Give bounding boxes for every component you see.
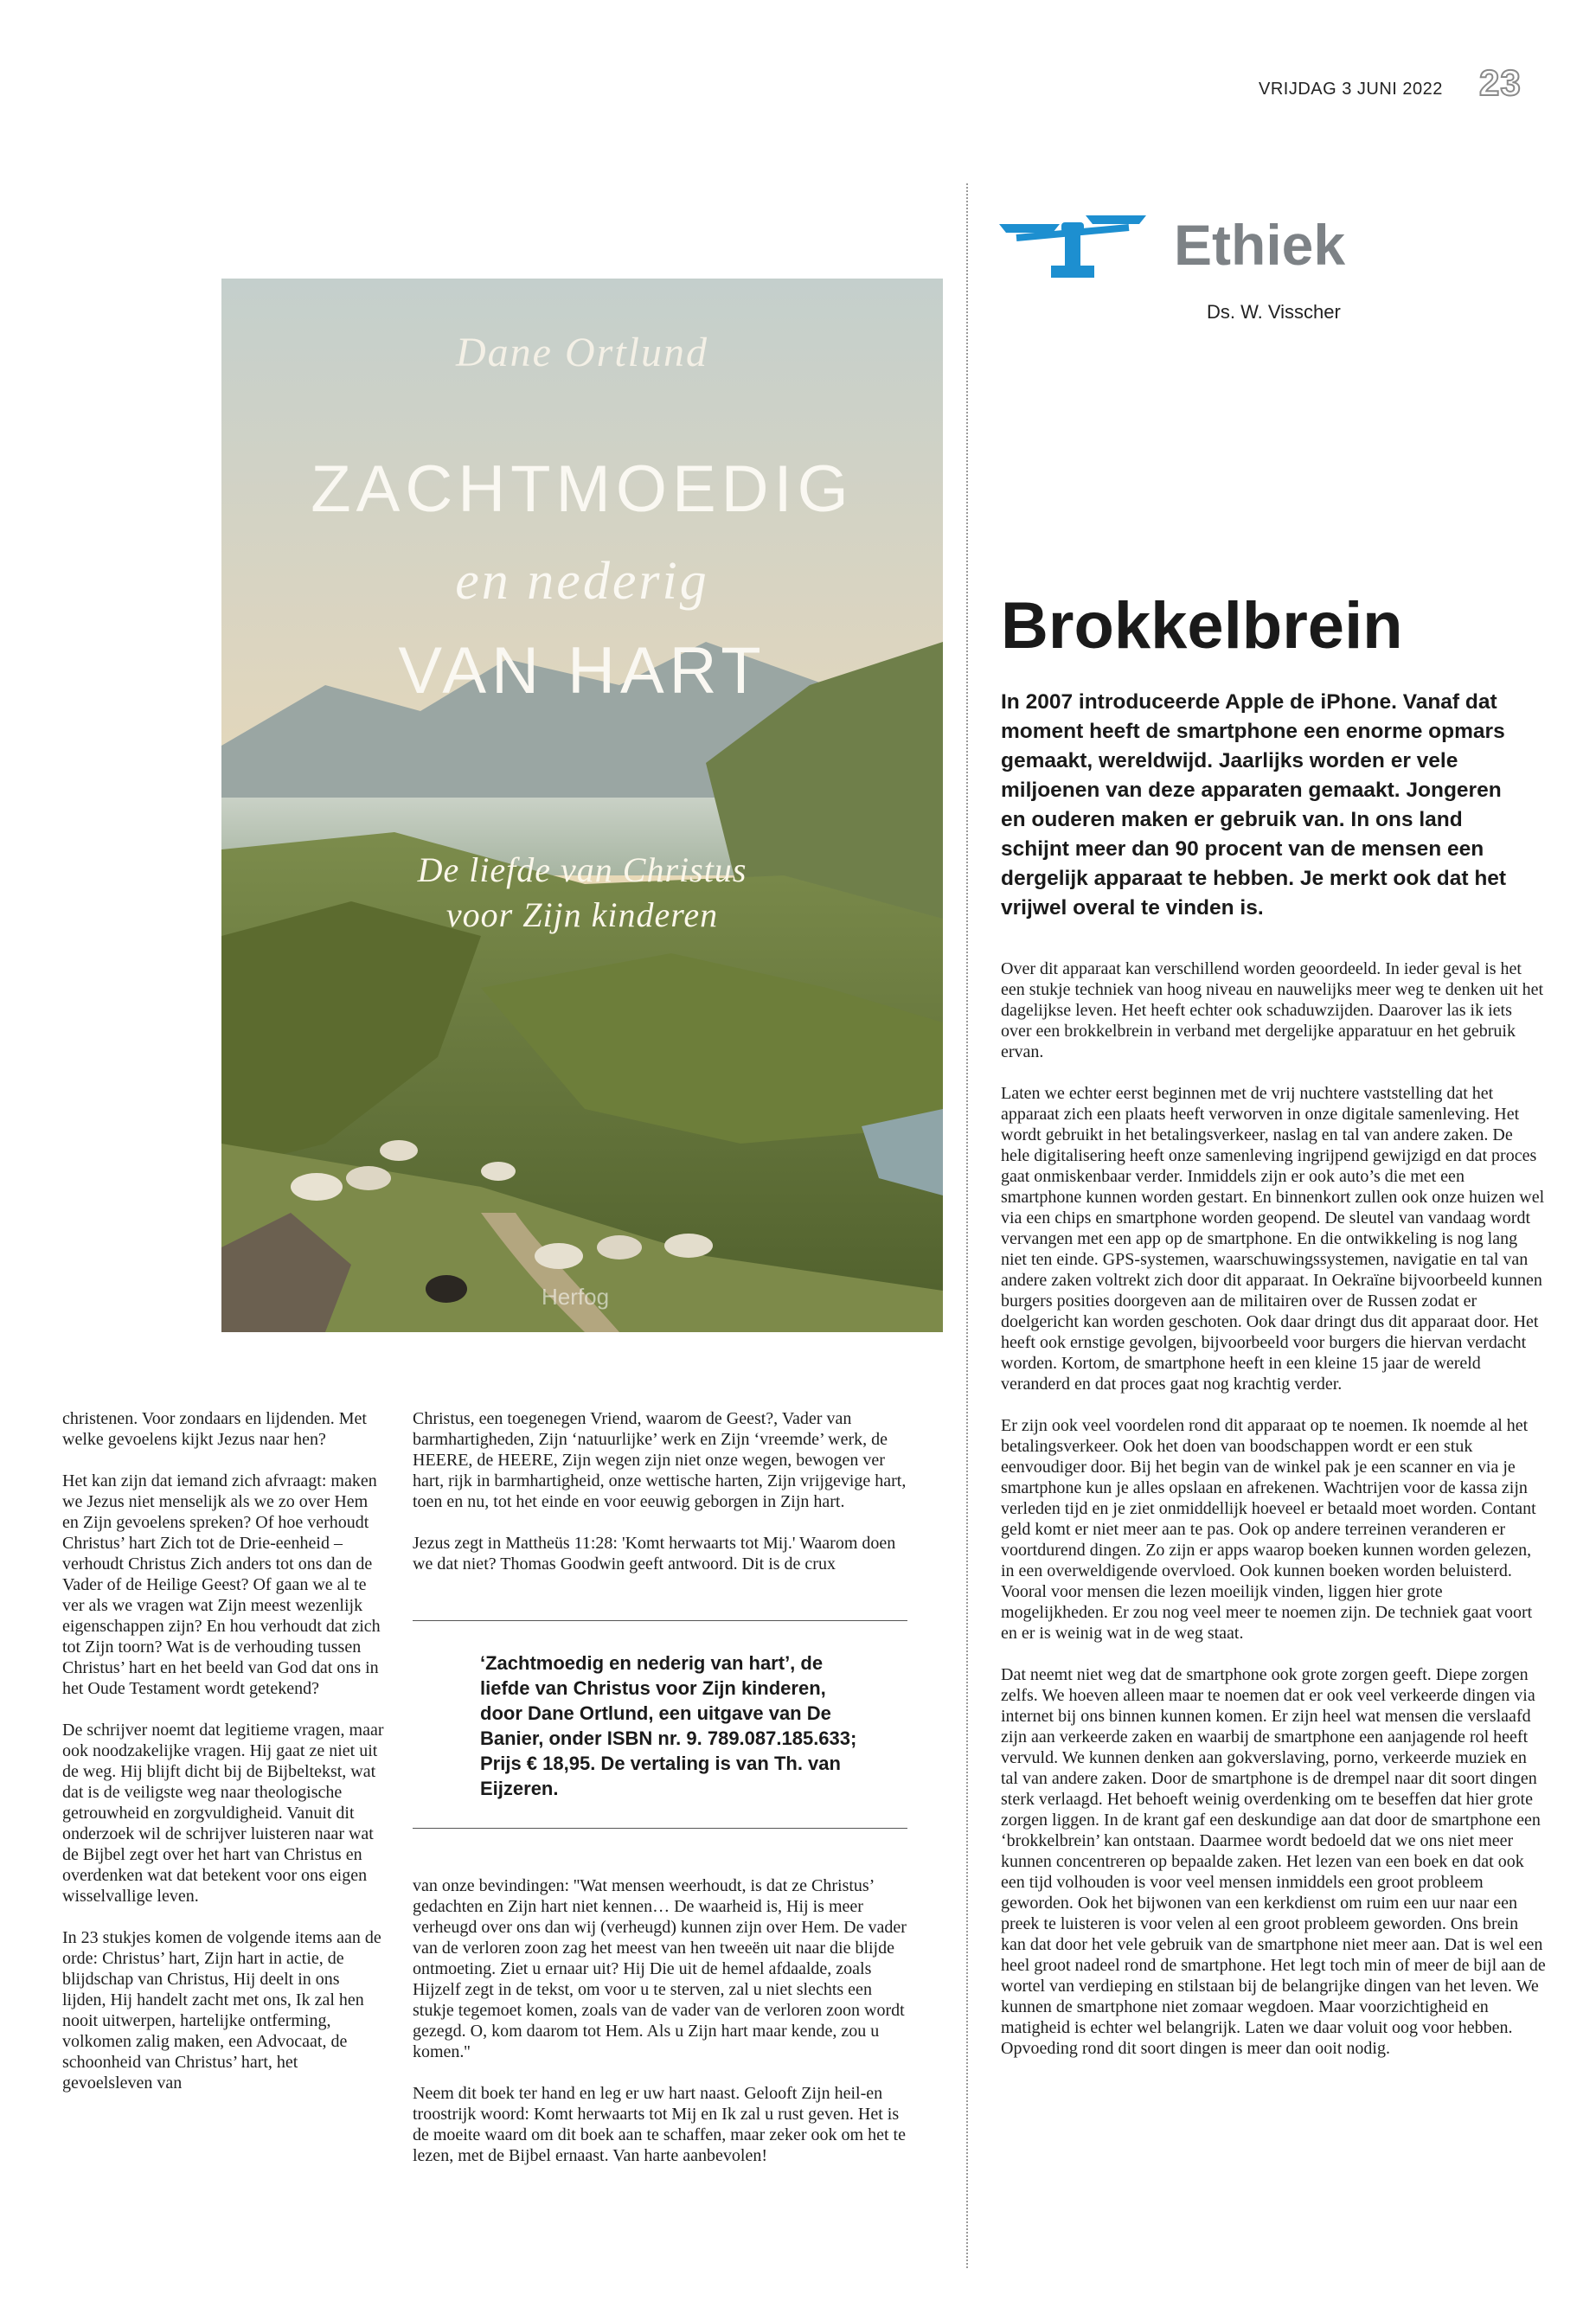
cover-subtitle-line-2: voor Zijn kinderen (445, 895, 719, 934)
article-lead: In 2007 introduceerde Apple de iPhone. Vanaf dat moment heeft de smartphone een enorme opmars gemaakt, wereldwijd. Jaarlijks worden er vele miljoenen van deze apparaten gemaakt. Jongeren en ouderen maken er gebruik van. In ons land schijnt meer dan 90 procent van de mensen een dergelijk apparaat te hebben. Je merkt ook dat het vrijwel overal te vinden is. (1001, 690, 1507, 920)
paragraph: Er zijn ook veel voordelen rond dit apparaat op te noemen. Ik noemde al het betalingsverkeer. Ook het doen van boodschappen wordt er een stuk eenvoudiger door. Bij het begin van de winkel pak je een scanner en via je smartphone kun je alles opslaan en afrekenen. Wachtrijen voor de kassa zijn verleden tijd en je ziet onmiddellijk hoeveel er betaald moet worden. Contant geld komt er niet meer aan te pas. Ook op andere terreinen veranderen er voortdurend dingen. Zo zijn er apps waarop boeken kunnen worden gelezen, in een overweldigende overvloed. Ook kunnen boeken worden beluisterd. Vooral voor mensen die lezen moeilijk vinden, liggen hier grote mogelijkheden. Er zou nog veel meer te noemen zijn. De techniek gaat voort en er is weinig wat in de weg staat. (1001, 1416, 1536, 1643)
paragraph: Het kan zijn dat iemand zich afvraagt: maken we Jezus niet menselijk als we zo over Hem en Zijn gevoelens spreken? Of hoe verhoudt Christus’ hart Zich tot de Drie-eenheid – verhoudt Christus Zich anders tot ons dan de Vader of de Heilige Geest? Of gaan we al te ver als we vragen wat Zijn meest wezenlijk eigenschappen zijn? En hou verhoudt dat zich tot Zijn toorn? Wat is de verhouding tussen Christus’ hart en het beeld van God dat ons in het Oude Testament wordt getekend? (62, 1471, 381, 1698)
paragraph: Jezus zegt in Mattheüs 11:28: 'Komt herwaarts tot Mij.' Waarom doen we dat niet? Thomas Goodwin geeft antwoord. Dit is de crux (413, 1534, 896, 1574)
cover-title-line-3: VAN HART (398, 634, 766, 708)
paragraph: Dat neemt niet weg dat de smartphone ook grote zorgen geeft. Diepe zorgen zelfs. We hoeven alleen maar te noemen dat er ook veel verkeerde dingen via internet bij ons binnen kunnen komen. Er zijn heel wat mensen die verslaafd zijn aan verkeerde zaken en waarbij de smartphone een aanjagende rol heeft vervuld. We kunnen denken aan gokverslaving, porno, verkeerde muziek en tal van andere zaken. Door de smartphone is de drempel naar dit soort dingen sterk verlaagd. Het behoeft weinig overdenking om te beseffen dat hier grote zorgen liggen. In de krant gaf een deskundige aan dat door de smartphone een ‘brokkelbrein’ kan ontstaan. Daarmee wordt bedoeld dat we ons niet meer kunnen concentreren op bepaalde zaken. Het lezen van een boek en dat ook een tijd volhouden is voor veel mensen inmiddels een groot probleem geworden. Ook het bijwonen van een kerkdienst om ruim een uur naar een preek te luisteren is voor velen al een groot probleem geworden. Ons brein kan dat door het vele gebruik van de smartphone niet meer aan. Dat is wel een heel groot nadeel rond de smartphone. Het legt toch min of meer de bijl aan de wortel van verdieping en stilstaan bij de belangrijke dingen van het leven. We kunnen de smartphone niet zomaar wegdoen. Maar voorzichtigheid en matigheid is echter wel belangrijk. Laten we daar voluit oog voor hebben. Opvoeding rond dit soort dingen is meer dan ooit nodig. (1001, 1665, 1546, 2058)
cover-subtitle-line-1: De liefde van Christus (417, 850, 747, 889)
cover-title-line-1: ZACHTMOEDIG (311, 452, 854, 526)
column-divider (966, 183, 968, 2268)
paragraph: De schrijver noemt dat legitieme vragen, maar ook noodzakelijke vragen. Hij gaat ze niet uit de weg. Hij blijft dicht bij de Bijbeltekst, wat dat is de veiligste weg naar theologische getrouwheid en zorgvuldigheid. Vanuit dit onderzoek wil de schrijver luisteren naar wat de Bijbel zegt over het hart van Christus en overdenken wat dat betekent voor ons eigen wisselvallige leven. (62, 1721, 384, 1906)
middle-column-top (413, 1408, 914, 1595)
middle-column-bottom (413, 1875, 914, 2187)
page-number: 23 (1479, 62, 1522, 103)
section-title: Ethiek (1174, 213, 1346, 277)
paragraph: In 23 stukjes komen de volgende items aan de orde: Christus’ hart, Zijn hart in actie, de blijdschap van Christus, Hij deelt in ons lijden, Hij handelt zacht met ons, Ik zal hen nooit uitwerpen, hartelijke ontferming, volkomen zalig maken, een Advocaat, de schoonheid van Christus’ hart, het gevoelsleven van (62, 1928, 381, 2093)
cover-author: Dane Ortlund (456, 330, 708, 375)
article-headline: Brokkelbrein (1001, 589, 1403, 663)
book-cover (221, 279, 943, 1332)
paragraph: van onze bevindingen: ''Wat mensen weerhoudt, is dat ze Christus’ gedachten en Zijn hart niet kennen… De waarheid is, Hij is meer verheugd over ons dan wij (verheugd) kunnen zijn over Hem. De vader van de verloren zoon zag het meest van hen tweeën uit naar die blijde ontmoeting. Ziet u ernaar uit? Hij Die uit de hemel afdaalde, zoals Hijzelf zegt in de tekst, om voor u te sterven, zal u niet slechts een stukje tegemoet komen, zoals van de vader van de verloren zoon wordt gezegd. O, kom daarom tot Hem. Als u Zijn hart maar kende, zou u komen.'' (413, 1876, 907, 2061)
book-info-box: ‘Zachtmoedig en nederig van hart’, de liefde van Christus voor Zijn kinderen, door Dane Ortlund, een uitgave van De Banier, onder ISBN nr. 9. 789.087.185.633; Prijs € 18,95. De vertaling is van Th. van Eijzeren. (480, 1652, 857, 1799)
cover-title-line-2: en nederig (455, 552, 709, 611)
info-box-rule-top (413, 1620, 907, 1621)
paragraph: Over dit apparaat kan verschillend worden geoordeeld. In ieder geval is het een stukje techniek van hoog niveau en nauwelijks meer weg te denken uit het dagelijkse leven. Het heeft echter ook schaduwzijden. Daarover las ik iets over een brokkelbrein in verband met dergelijke apparatuur en het gebruik ervan. (1001, 959, 1544, 1061)
left-column (62, 1408, 384, 2114)
author-byline: Ds. W. Visscher (1207, 301, 1341, 323)
issue-date: VRIJDAG 3 JUNI 2022 (1259, 80, 1443, 99)
info-box-rule-bottom (413, 1828, 907, 1829)
cover-publisher-logo: Herfog (542, 1284, 610, 1310)
paragraph: Neem dit boek ter hand en leg er uw hart naast. Gelooft Zijn heil-en troostrijk woord: Komt herwaarts tot Mij en Ik zal u rust geven. Het is de moeite waard om dit boek aan te schaffen, maar zeker ook om het te lezen, met de Bijbel ernaast. Van harte aanbevolen! (413, 2084, 906, 2165)
paragraph: Christus, een toegenegen Vriend, waarom de Geest?, Vader van barmhartigheden, Zijn ‘natuurlijke’ werk en Zijn ‘vreemde’ werk, de HEERE, de HEERE, Zijn wegen zijn niet onze wegen, bewogen ver hart, rijk in barmhartigheid, onze wettische harten, Zijn vrijgevige hart, toen en nu, tot het einde en voor eeuwig geborgen in Zijn hart. (413, 1409, 907, 1511)
paragraph: Laten we echter eerst beginnen met de vrij nuchtere vaststelling dat het apparaat zich een plaats heeft verworven in onze digitale samenleving. Het wordt gebruikt in het betalingsverkeer, naslag en tal van andere zaken. De hele digitalisering heeft onze samenleving ingrijpend gewijzigd en dat proces gaat onmiskenbaar verder. Inmiddels zijn er ook auto’s die met een smartphone kunnen worden gestart. En binnenkort zullen ook onze huizen wel via een chips en smartphone worden geopend. De sleutel van vandaag wordt vervangen met een app op de smartphone. En die ontwikkeling is nog lang niet ten einde. GPS-systemen, waarschuwingssystemen, navigatie en tal van andere zaken voltrekt zich door dit apparaat. In Oekraïne bijvoorbeeld kunnen burgers posities doorgeven aan de militairen over de Russen zodat er doelgericht kan worden geschoten. Ook daar dringt dus dit apparaat door. Het heeft ook ernstige gevolgen, bijvoorbeeld voor burgers die hiervan verdacht worden. Kortom, de smartphone heeft in een kleine 15 jaar de wereld veranderd en dat proces gaat nog krachtig verder. (1001, 1084, 1545, 1394)
paragraph: christenen. Voor zondaars en lijdenden. Met welke gevoelens kijkt Jezus naar hen? (62, 1409, 367, 1449)
scales-icon (999, 212, 1151, 294)
right-column (1001, 958, 1546, 2080)
